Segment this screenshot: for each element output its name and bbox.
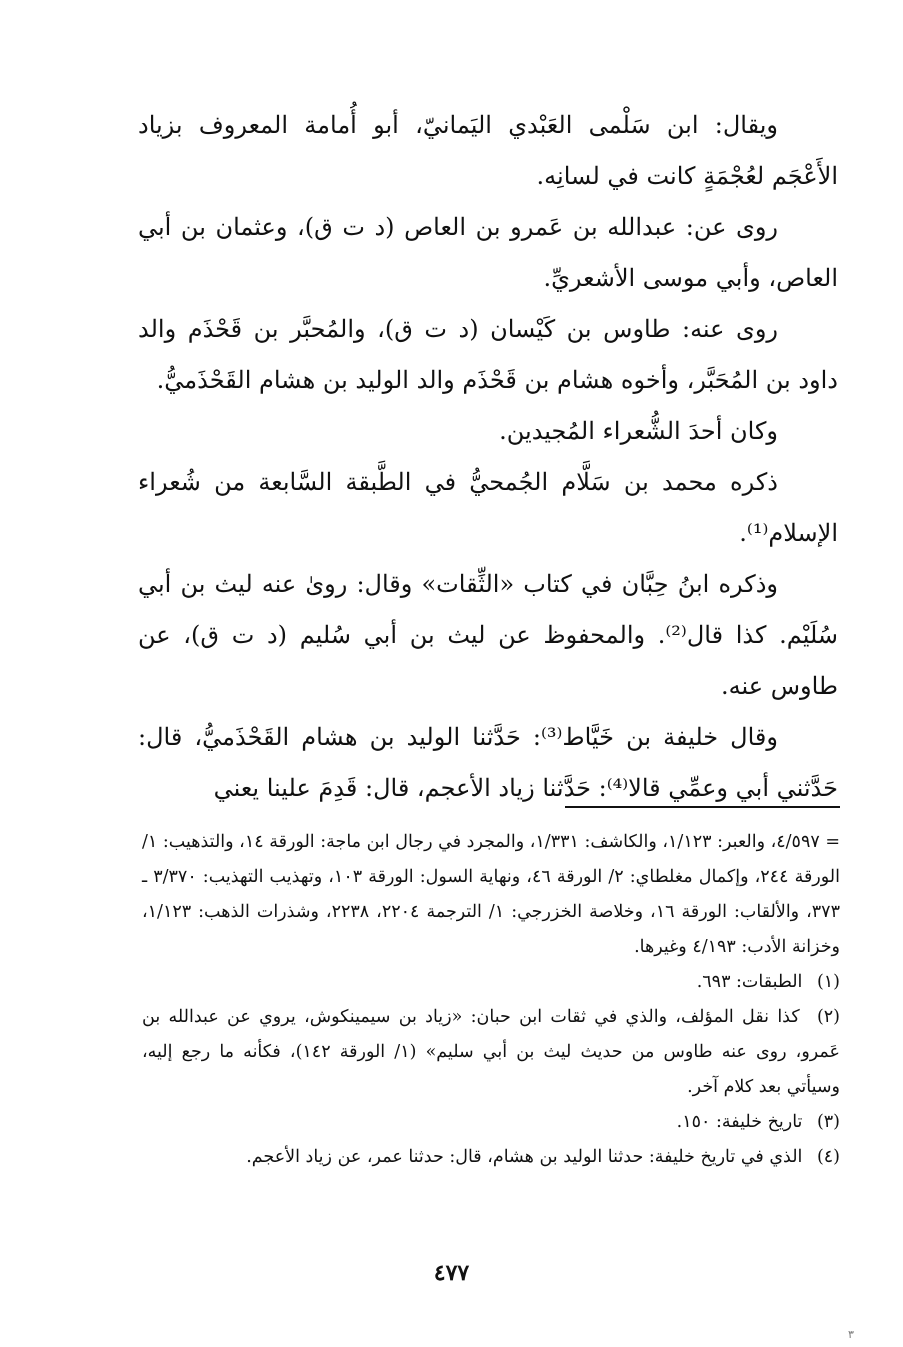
footnote-2-number: (٢) xyxy=(816,1007,840,1027)
footnote-continuation: = ٤/٥٩٧، والعبر: ١/١٢٣، والكاشف: ١/٣٣١، والمجرد في رجال ابن ماجة: الورقة ١٤، والتذهيب: ١/ الورقة ٢٤٤، وإكمال مغلطاي: ٢/ الورقة ٤٦، ونهاية السول: الورقة ١٠٣، وتهذيب التهذيب: ٣/٣٧٠ ـ ٣٧٣، والألقاب: الورقة ١٦، وخلاصة الخزرجي: ١/ الترجمة ٢٢٠٤، ٢٢٣٨، وشذرات الذهب: ١/١٢٣، وخزانة الأدب: ٤/١٩٣ وغيرها. xyxy=(142,832,841,957)
paragraph-narrated-from: روى عن: عبدالله بن عَمرو بن العاص (د ت ق)، وعثمان بن أبي العاص، وأبي موسى الأشعريِّ. xyxy=(138,213,838,292)
footnote-separator xyxy=(565,806,840,808)
footnote-3-number: (٣) xyxy=(816,1112,840,1132)
footnote-1-number: (١) xyxy=(816,972,840,992)
footnote-4 xyxy=(142,1140,840,1175)
paragraph-poet-note: وكان أحدَ الشُّعراء المُجيدين. xyxy=(499,417,778,445)
paragraph-narrated-by: روى عنه: طاوس بن كَيْسان (د ت ق)، والمُحبَّر بن قَحْذَم والد داود بن المُحَبَّر، وأخوه هشام بن قَحْذَم والد الوليد بن هشام القَحْذَميُّ. xyxy=(138,315,838,394)
footnotes-section xyxy=(142,825,840,1175)
footnote-2-text: كذا نقل المؤلف، والذي في ثقات ابن حبان: «زياد بن سيمينكوش، يروي عن عبدالله بن عَمرو، روى عنه طاوس من حديث ليث بن أبي سليم» (١/ الورقة ١٤٢)، فكأنه ما رجع إليه، وسيأتي بعد كلام آخر. xyxy=(142,1007,840,1097)
footnote-1 xyxy=(142,965,840,1000)
footnote-4-number: (٤) xyxy=(816,1147,840,1167)
footnote-2 xyxy=(142,1000,840,1105)
footnote-3 xyxy=(142,1105,840,1140)
footnote-1-text: الطبقات: ٦٩٣. xyxy=(696,972,803,992)
main-text-body xyxy=(138,100,838,814)
paragraph-ibn-hibban: وذكره ابنُ حِبَّان في كتاب «الثِّقات» وقال: روىٰ عنه ليث بن أبي سُلَيْم. كذا قال⁽²⁾. والمحفوظ عن ليث بن أبي سُليم (د ت ق)، عن طاوس عنه. xyxy=(138,570,838,700)
footnote-3-text: تاريخ خليفة: ١٥٠. xyxy=(676,1112,803,1132)
footnote-4-text: الذي في تاريخ خليفة: حدثنا الوليد بن هشام، قال: حدثنا عمر، عن زياد الأعجم. xyxy=(246,1147,803,1167)
paragraph-alternate-name: ويقال: ابن سَلْمى العَبْدي اليَمانيّ، أبو أُمامة المعروف بزياد الأَعْجَم لعُجْمَةٍ كانت في لسانِه. xyxy=(138,111,838,190)
corner-mark: ٣ xyxy=(848,1328,854,1341)
page-number: ٤٧٧ xyxy=(433,1260,470,1286)
paragraph-jumahi-mention: ذكره محمد بن سَلَّام الجُمحيُّ في الطَّبقة السَّابعة من شُعراء الإسلام⁽¹⁾. xyxy=(138,468,838,547)
paragraph-khalifa: وقال خليفة بن خَيَّاط⁽³⁾: حَدَّثنا الوليد بن هشام القَحْذَميُّ، قال: حَدَّثني أبي وعمِّي قالا⁽⁴⁾: حَدَّثنا زياد الأعجم، قال: قَدِمَ علينا يعني xyxy=(138,723,838,802)
